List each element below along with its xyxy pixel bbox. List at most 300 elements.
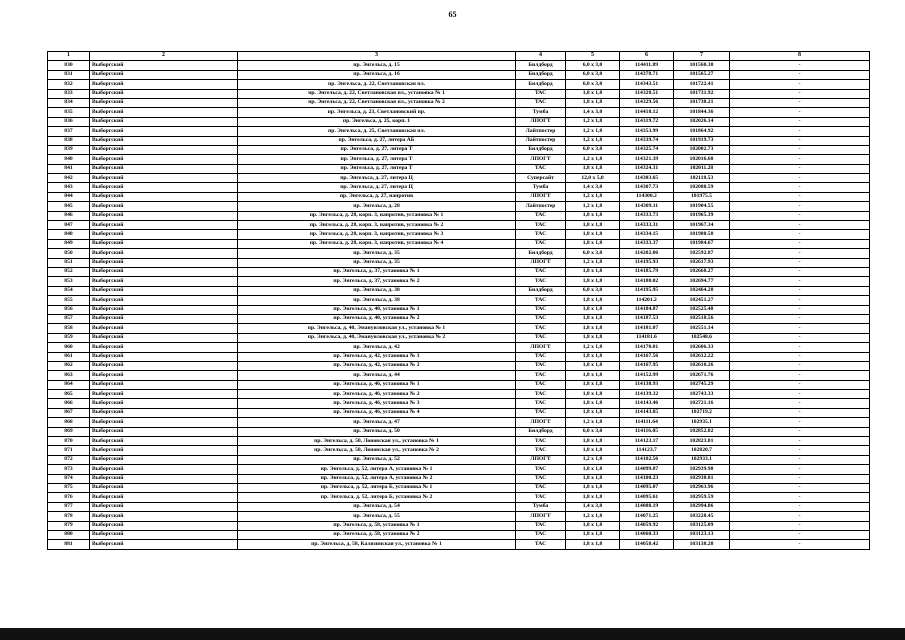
size-cell: 1,2 х 1,8 bbox=[566, 117, 620, 126]
size-cell: 1,8 х 1,8 bbox=[566, 540, 620, 549]
table-row bbox=[48, 145, 870, 154]
address-cell: пр. Энгельса, д. 35 bbox=[238, 258, 516, 267]
address-cell: пр. Энгельса, д. 27, литера Т bbox=[238, 155, 516, 164]
coord-y-cell: 101731.92 bbox=[674, 89, 730, 98]
address-cell: пр. Энгельса, д. 28, корп. 3, напротив, установка № 4 bbox=[238, 239, 516, 248]
row-number: 844 bbox=[48, 192, 90, 201]
address-cell: пр. Энгельса, д. 35 bbox=[238, 249, 516, 258]
coord-x-cell: 114418.12 bbox=[620, 108, 674, 117]
header-col-5: 5 bbox=[566, 52, 620, 61]
table-row bbox=[48, 230, 870, 239]
note-cell: - bbox=[730, 277, 870, 286]
coord-y-cell: 102963.96 bbox=[674, 483, 730, 492]
note-cell: - bbox=[730, 408, 870, 417]
note-cell: - bbox=[730, 390, 870, 399]
address-cell: пр. Энгельса, д. 52, литера А, установка № 1 bbox=[238, 465, 516, 474]
table-row bbox=[48, 277, 870, 286]
coord-y-cell: 102668.27 bbox=[674, 267, 730, 276]
construction-type-cell: ТАС bbox=[516, 211, 566, 220]
size-cell: 1,8 х 1,8 bbox=[566, 390, 620, 399]
note-cell: - bbox=[730, 361, 870, 370]
coord-y-cell: 101844.36 bbox=[674, 108, 730, 117]
coord-x-cell: 114353.99 bbox=[620, 127, 674, 136]
note-cell: - bbox=[730, 540, 870, 549]
table-row bbox=[48, 286, 870, 295]
note-cell: - bbox=[730, 399, 870, 408]
size-cell: 6,0 х 3,0 bbox=[566, 61, 620, 70]
table-row bbox=[48, 164, 870, 173]
row-number: 873 bbox=[48, 465, 90, 474]
construction-type-cell: Билдборд bbox=[516, 286, 566, 295]
size-cell: 1,2 х 1,8 bbox=[566, 192, 620, 201]
construction-type-cell: ТАС bbox=[516, 390, 566, 399]
coord-y-cell: 102002.73 bbox=[674, 145, 730, 154]
header-col-3: 3 bbox=[238, 52, 516, 61]
construction-type-cell: ТАС bbox=[516, 437, 566, 446]
row-number: 880 bbox=[48, 530, 90, 539]
construction-type-cell: ТАС bbox=[516, 521, 566, 530]
construction-type-cell: ТАС bbox=[516, 314, 566, 323]
construction-type-cell: ЛПОГТ bbox=[516, 192, 566, 201]
address-cell: пр. Энгельса, д. 47 bbox=[238, 418, 516, 427]
district-cell: Выборгский bbox=[90, 493, 238, 502]
table-row bbox=[48, 399, 870, 408]
row-number: 848 bbox=[48, 230, 90, 239]
address-cell: пр. Энгельса, д. 28, корп. 3, напротив, установка № 1 bbox=[238, 211, 516, 220]
size-cell: 1,8 х 1,8 bbox=[566, 474, 620, 483]
district-cell: Выборгский bbox=[90, 399, 238, 408]
coord-x-cell: 114111.64 bbox=[620, 418, 674, 427]
district-cell: Выборгский bbox=[90, 249, 238, 258]
coord-x-cell: 114095.61 bbox=[620, 493, 674, 502]
note-cell: - bbox=[730, 371, 870, 380]
address-cell: пр. Энгельса, д. 25, корп. 1 bbox=[238, 117, 516, 126]
coord-y-cell: 101975.5 bbox=[674, 192, 730, 201]
coord-x-cell: 114328.51 bbox=[620, 89, 674, 98]
table-row bbox=[48, 361, 870, 370]
coord-x-cell: 114143.46 bbox=[620, 399, 674, 408]
coord-x-cell: 114180.02 bbox=[620, 277, 674, 286]
district-cell: Выборгский bbox=[90, 418, 238, 427]
row-number: 878 bbox=[48, 512, 90, 521]
size-cell: 1,8 х 1,8 bbox=[566, 98, 620, 107]
table-row bbox=[48, 521, 870, 530]
address-cell: пр. Энгельса, д. 46, установка № 2 bbox=[238, 390, 516, 399]
size-cell: 1,8 х 1,8 bbox=[566, 352, 620, 361]
table-row bbox=[48, 502, 870, 511]
row-number: 852 bbox=[48, 267, 90, 276]
construction-type-cell: Билдборд bbox=[516, 145, 566, 154]
district-cell: Выборгский bbox=[90, 305, 238, 314]
address-cell: пр. Энгельса, д. 40, Эмануиловская ул., установка № 1 bbox=[238, 324, 516, 333]
row-number: 876 bbox=[48, 493, 90, 502]
coord-x-cell: 114303.65 bbox=[620, 174, 674, 183]
size-cell: 1,8 х 1,8 bbox=[566, 296, 620, 305]
address-cell: пр. Энгельса, д. 58, установка № 2 bbox=[238, 530, 516, 539]
row-number: 853 bbox=[48, 277, 90, 286]
address-cell: пр. Энгельса, д. 58, Калязинская ул., установка № 1 bbox=[238, 540, 516, 549]
table-row bbox=[48, 108, 870, 117]
size-cell: 1,2 х 1,8 bbox=[566, 258, 620, 267]
note-cell: - bbox=[730, 221, 870, 230]
district-cell: Выборгский bbox=[90, 512, 238, 521]
table-row bbox=[48, 324, 870, 333]
table-row bbox=[48, 192, 870, 201]
coord-x-cell: 114309.11 bbox=[620, 202, 674, 211]
coord-y-cell: 102525.48 bbox=[674, 305, 730, 314]
header-col-6: 6 bbox=[620, 52, 674, 61]
table-row bbox=[48, 437, 870, 446]
address-cell: пр. Энгельса, д. 52, литера А, установка № 2 bbox=[238, 474, 516, 483]
table-row bbox=[48, 155, 870, 164]
note-cell: - bbox=[730, 427, 870, 436]
coord-x-cell: 114329.56 bbox=[620, 98, 674, 107]
coord-y-cell: 102935.1 bbox=[674, 418, 730, 427]
note-cell: - bbox=[730, 286, 870, 295]
coord-y-cell: 102518.56 bbox=[674, 314, 730, 323]
district-cell: Выборгский bbox=[90, 202, 238, 211]
district-cell: Выборгский bbox=[90, 333, 238, 342]
construction-type-cell: ТАС bbox=[516, 361, 566, 370]
row-number: 836 bbox=[48, 117, 90, 126]
size-cell: 1,8 х 1,8 bbox=[566, 277, 620, 286]
coord-x-cell: 114300.2 bbox=[620, 192, 674, 201]
row-number: 845 bbox=[48, 202, 90, 211]
district-cell: Выборгский bbox=[90, 437, 238, 446]
header-col-4: 4 bbox=[516, 52, 566, 61]
size-cell: 1,2 х 1,8 bbox=[566, 512, 620, 521]
coord-y-cell: 103228.45 bbox=[674, 512, 730, 521]
size-cell: 1,8 х 1,8 bbox=[566, 361, 620, 370]
address-cell: пр. Энгельса, д. 54 bbox=[238, 502, 516, 511]
table-row bbox=[48, 267, 870, 276]
size-cell: 1,8 х 1,8 bbox=[566, 324, 620, 333]
note-cell: - bbox=[730, 267, 870, 276]
address-cell: пр. Энгельса, д. 44 bbox=[238, 371, 516, 380]
row-number: 872 bbox=[48, 455, 90, 464]
coord-x-cell: 114333.73 bbox=[620, 211, 674, 220]
construction-type-cell: ТАС bbox=[516, 371, 566, 380]
district-cell: Выборгский bbox=[90, 80, 238, 89]
row-number: 850 bbox=[48, 249, 90, 258]
address-cell: пр. Энгельса, д. 27, литера Ц bbox=[238, 174, 516, 183]
district-cell: Выборгский bbox=[90, 314, 238, 323]
district-cell: Выборгский bbox=[90, 61, 238, 70]
size-cell: 6,0 х 3,0 bbox=[566, 427, 620, 436]
size-cell: 1,2 х 1,8 bbox=[566, 455, 620, 464]
row-number: 858 bbox=[48, 324, 90, 333]
row-number: 838 bbox=[48, 136, 90, 145]
table-row bbox=[48, 183, 870, 192]
note-cell: - bbox=[730, 108, 870, 117]
address-cell: пр. Энгельса, д. 37, установка № 1 bbox=[238, 267, 516, 276]
construction-type-cell: ТАС bbox=[516, 540, 566, 549]
row-number: 877 bbox=[48, 502, 90, 511]
coord-x-cell: 114143.85 bbox=[620, 408, 674, 417]
coord-y-cell: 101980.58 bbox=[674, 230, 730, 239]
table-row bbox=[48, 530, 870, 539]
address-cell: пр. Энгельса, д. 58, установка № 1 bbox=[238, 521, 516, 530]
size-cell: 1,8 х 1,8 bbox=[566, 408, 620, 417]
coord-y-cell: 101967.34 bbox=[674, 221, 730, 230]
coord-y-cell: 102118.53 bbox=[674, 174, 730, 183]
address-cell: пр. Энгельса, д. 27, литера Т bbox=[238, 145, 516, 154]
construction-type-cell: Билдборд bbox=[516, 427, 566, 436]
note-cell: - bbox=[730, 249, 870, 258]
note-cell: - bbox=[730, 352, 870, 361]
header-col-1: 1 bbox=[48, 52, 90, 61]
note-cell: - bbox=[730, 192, 870, 201]
note-cell: - bbox=[730, 418, 870, 427]
size-cell: 1,8 х 1,8 bbox=[566, 89, 620, 98]
district-cell: Выборгский bbox=[90, 211, 238, 220]
coord-y-cell: 101984.67 bbox=[674, 239, 730, 248]
table-row bbox=[48, 174, 870, 183]
coord-x-cell: 114095.07 bbox=[620, 483, 674, 492]
row-number: 881 bbox=[48, 540, 90, 549]
construction-type-cell: ТАС bbox=[516, 333, 566, 342]
district-cell: Выборгский bbox=[90, 286, 238, 295]
size-cell: 1,4 х 3,0 bbox=[566, 502, 620, 511]
coord-x-cell: 114378.71 bbox=[620, 70, 674, 79]
district-cell: Выборгский bbox=[90, 530, 238, 539]
construction-type-cell: ЛПОГТ bbox=[516, 512, 566, 521]
district-cell: Выборгский bbox=[90, 155, 238, 164]
address-cell: пр. Энгельса, д. 28 bbox=[238, 202, 516, 211]
row-number: 861 bbox=[48, 352, 90, 361]
coord-x-cell: 114167.56 bbox=[620, 352, 674, 361]
address-cell: пр. Энгельса, д. 22, Светлановская пл., установка № 2 bbox=[238, 98, 516, 107]
district-cell: Выборгский bbox=[90, 98, 238, 107]
size-cell: 6,0 х 3,0 bbox=[566, 70, 620, 79]
row-number: 860 bbox=[48, 343, 90, 352]
table-row bbox=[48, 239, 870, 248]
row-number: 862 bbox=[48, 361, 90, 370]
construction-type-cell: ТАС bbox=[516, 98, 566, 107]
coord-x-cell: 114060.33 bbox=[620, 530, 674, 539]
construction-type-cell: ТАС bbox=[516, 446, 566, 455]
construction-type-cell: ТАС bbox=[516, 164, 566, 173]
size-cell: 1,2 х 1,8 bbox=[566, 418, 620, 427]
coord-y-cell: 102823.01 bbox=[674, 437, 730, 446]
size-cell: 1,8 х 1,8 bbox=[566, 399, 620, 408]
table-row bbox=[48, 127, 870, 136]
coord-x-cell: 114181.6 bbox=[620, 333, 674, 342]
coord-x-cell: 114195.93 bbox=[620, 258, 674, 267]
row-number: 866 bbox=[48, 399, 90, 408]
size-cell: 1,8 х 1,8 bbox=[566, 305, 620, 314]
note-cell: - bbox=[730, 155, 870, 164]
address-cell: пр. Энгельса, д. 46, установка № 3 bbox=[238, 399, 516, 408]
address-cell: пр. Энгельса, д. 28, корп. 3, напротив, установка № 3 bbox=[238, 230, 516, 239]
coord-y-cell: 102933.1 bbox=[674, 455, 730, 464]
district-cell: Выборгский bbox=[90, 277, 238, 286]
coord-x-cell: 114187.53 bbox=[620, 314, 674, 323]
address-cell: пр. Энгельса, д. 38 bbox=[238, 286, 516, 295]
construction-type-cell: ТАС bbox=[516, 230, 566, 239]
row-number: 835 bbox=[48, 108, 90, 117]
address-cell: пр. Энгельса, д. 27, напротив bbox=[238, 192, 516, 201]
address-cell: пр. Энгельса, д. 52, литера Б, установка № 1 bbox=[238, 483, 516, 492]
construction-type-cell: Лайтпостер bbox=[516, 202, 566, 211]
address-cell: пр. Энгельса, д. 46, установка № 1 bbox=[238, 380, 516, 389]
construction-type-cell: ТАС bbox=[516, 474, 566, 483]
note-cell: - bbox=[730, 258, 870, 267]
size-cell: 6,0 х 3,0 bbox=[566, 286, 620, 295]
table-row bbox=[48, 202, 870, 211]
note-cell: - bbox=[730, 183, 870, 192]
district-cell: Выборгский bbox=[90, 258, 238, 267]
address-cell: пр. Энгельса, д. 50, Лоновская ул., установка № 1 bbox=[238, 437, 516, 446]
size-cell: 1,4 х 3,0 bbox=[566, 108, 620, 117]
address-cell: пр. Энгельса, д. 28, корп. 3, напротив, установка № 2 bbox=[238, 221, 516, 230]
address-cell: пр. Энгельса, д. 40, установка № 2 bbox=[238, 314, 516, 323]
row-number: 840 bbox=[48, 155, 90, 164]
construction-type-cell: ТАС bbox=[516, 465, 566, 474]
table-row bbox=[48, 455, 870, 464]
coord-x-cell: 114181.07 bbox=[620, 324, 674, 333]
construction-type-cell: Лайтпостер bbox=[516, 127, 566, 136]
size-cell: 1,8 х 1,8 bbox=[566, 530, 620, 539]
note-cell: - bbox=[730, 296, 870, 305]
coord-x-cell: 114339.74 bbox=[620, 136, 674, 145]
coord-y-cell: 101904.55 bbox=[674, 202, 730, 211]
coord-y-cell: 102994.86 bbox=[674, 502, 730, 511]
district-cell: Выборгский bbox=[90, 221, 238, 230]
construction-type-cell: ТАС bbox=[516, 408, 566, 417]
table-row bbox=[48, 117, 870, 126]
row-number: 842 bbox=[48, 174, 90, 183]
size-cell: 6,0 х 3,0 bbox=[566, 145, 620, 154]
district-cell: Выборгский bbox=[90, 174, 238, 183]
coord-y-cell: 101730.21 bbox=[674, 98, 730, 107]
coord-x-cell: 114116.05 bbox=[620, 427, 674, 436]
construction-type-cell: Билдборд bbox=[516, 70, 566, 79]
note-cell: - bbox=[730, 164, 870, 173]
size-cell: 1,8 х 1,8 bbox=[566, 371, 620, 380]
note-cell: - bbox=[730, 455, 870, 464]
coord-y-cell: 102016.68 bbox=[674, 155, 730, 164]
row-number: 831 bbox=[48, 70, 90, 79]
row-number: 865 bbox=[48, 390, 90, 399]
row-number: 846 bbox=[48, 211, 90, 220]
row-number: 868 bbox=[48, 418, 90, 427]
coord-x-cell: 114088.19 bbox=[620, 502, 674, 511]
coord-x-cell: 114058.42 bbox=[620, 540, 674, 549]
construction-type-cell: Билдборд bbox=[516, 80, 566, 89]
table-row bbox=[48, 493, 870, 502]
coord-y-cell: 102721.16 bbox=[674, 399, 730, 408]
size-cell: 1,8 х 1,8 bbox=[566, 521, 620, 530]
row-number: 833 bbox=[48, 89, 90, 98]
coord-x-cell: 114202.06 bbox=[620, 249, 674, 258]
row-number: 841 bbox=[48, 164, 90, 173]
note-cell: - bbox=[730, 437, 870, 446]
address-cell: пр. Энгельса, д. 22, Светлановская пл. bbox=[238, 80, 516, 89]
district-cell: Выборгский bbox=[90, 164, 238, 173]
note-cell: - bbox=[730, 305, 870, 314]
construction-type-cell: ТАС bbox=[516, 267, 566, 276]
construction-type-cell: ТАС bbox=[516, 493, 566, 502]
district-cell: Выборгский bbox=[90, 371, 238, 380]
table-row bbox=[48, 314, 870, 323]
note-cell: - bbox=[730, 521, 870, 530]
construction-type-cell: ЛПОГТ bbox=[516, 455, 566, 464]
district-cell: Выборгский bbox=[90, 521, 238, 530]
coord-y-cell: 101565.27 bbox=[674, 70, 730, 79]
district-cell: Выборгский bbox=[90, 408, 238, 417]
coord-x-cell: 114170.01 bbox=[620, 343, 674, 352]
note-cell: - bbox=[730, 230, 870, 239]
construction-type-cell: ЛПОГТ bbox=[516, 155, 566, 164]
row-number: 851 bbox=[48, 258, 90, 267]
note-cell: - bbox=[730, 136, 870, 145]
row-number: 879 bbox=[48, 521, 90, 530]
coord-x-cell: 114307.73 bbox=[620, 183, 674, 192]
note-cell: - bbox=[730, 239, 870, 248]
row-number: 854 bbox=[48, 286, 90, 295]
address-cell: пр. Энгельса, д. 40, установка № 1 bbox=[238, 305, 516, 314]
coord-y-cell: 103138.28 bbox=[674, 540, 730, 549]
coord-x-cell: 114325.74 bbox=[620, 145, 674, 154]
row-number: 849 bbox=[48, 239, 90, 248]
note-cell: - bbox=[730, 530, 870, 539]
district-cell: Выборгский bbox=[90, 446, 238, 455]
construction-type-cell: Лайтпостер bbox=[516, 136, 566, 145]
address-cell: пр. Энгельса, д. 46, установка № 4 bbox=[238, 408, 516, 417]
table-row bbox=[48, 258, 870, 267]
district-cell: Выборгский bbox=[90, 483, 238, 492]
address-cell: пр. Энгельса, д. 23, Светлановский пр. bbox=[238, 108, 516, 117]
size-cell: 12,0 х 5,0 bbox=[566, 174, 620, 183]
construction-type-cell: ТАС bbox=[516, 305, 566, 314]
address-cell: пр. Энгельса, д. 38 bbox=[238, 296, 516, 305]
size-cell: 1,8 х 1,8 bbox=[566, 239, 620, 248]
address-cell: пр. Энгельса, д. 42 bbox=[238, 343, 516, 352]
coord-x-cell: 114319.72 bbox=[620, 117, 674, 126]
size-cell: 6,0 х 3,0 bbox=[566, 249, 620, 258]
district-cell: Выборгский bbox=[90, 380, 238, 389]
row-number: 874 bbox=[48, 474, 90, 483]
table-row bbox=[48, 61, 870, 70]
coord-y-cell: 103123.13 bbox=[674, 530, 730, 539]
coord-x-cell: 114138.93 bbox=[620, 380, 674, 389]
coord-y-cell: 102745.29 bbox=[674, 380, 730, 389]
district-cell: Выборгский bbox=[90, 136, 238, 145]
construction-type-cell: Билдборд bbox=[516, 61, 566, 70]
coord-y-cell: 102548.6 bbox=[674, 333, 730, 342]
construction-type-cell: ТАС bbox=[516, 530, 566, 539]
note-cell: - bbox=[730, 202, 870, 211]
coord-x-cell: 114123.7 bbox=[620, 446, 674, 455]
coord-x-cell: 114343.51 bbox=[620, 80, 674, 89]
coord-y-cell: 102026.14 bbox=[674, 117, 730, 126]
table-row bbox=[48, 343, 870, 352]
district-cell: Выборгский bbox=[90, 296, 238, 305]
table-row bbox=[48, 89, 870, 98]
note-cell: - bbox=[730, 333, 870, 342]
table-row bbox=[48, 465, 870, 474]
size-cell: 1,8 х 1,8 bbox=[566, 230, 620, 239]
note-cell: - bbox=[730, 145, 870, 154]
row-number: 843 bbox=[48, 183, 90, 192]
header-col-2: 2 bbox=[90, 52, 238, 61]
coord-x-cell: 114102.56 bbox=[620, 455, 674, 464]
coord-x-cell: 114333.31 bbox=[620, 221, 674, 230]
construction-type-cell: ЛПОГТ bbox=[516, 343, 566, 352]
size-cell: 1,8 х 1,8 bbox=[566, 314, 620, 323]
table-row bbox=[48, 512, 870, 521]
